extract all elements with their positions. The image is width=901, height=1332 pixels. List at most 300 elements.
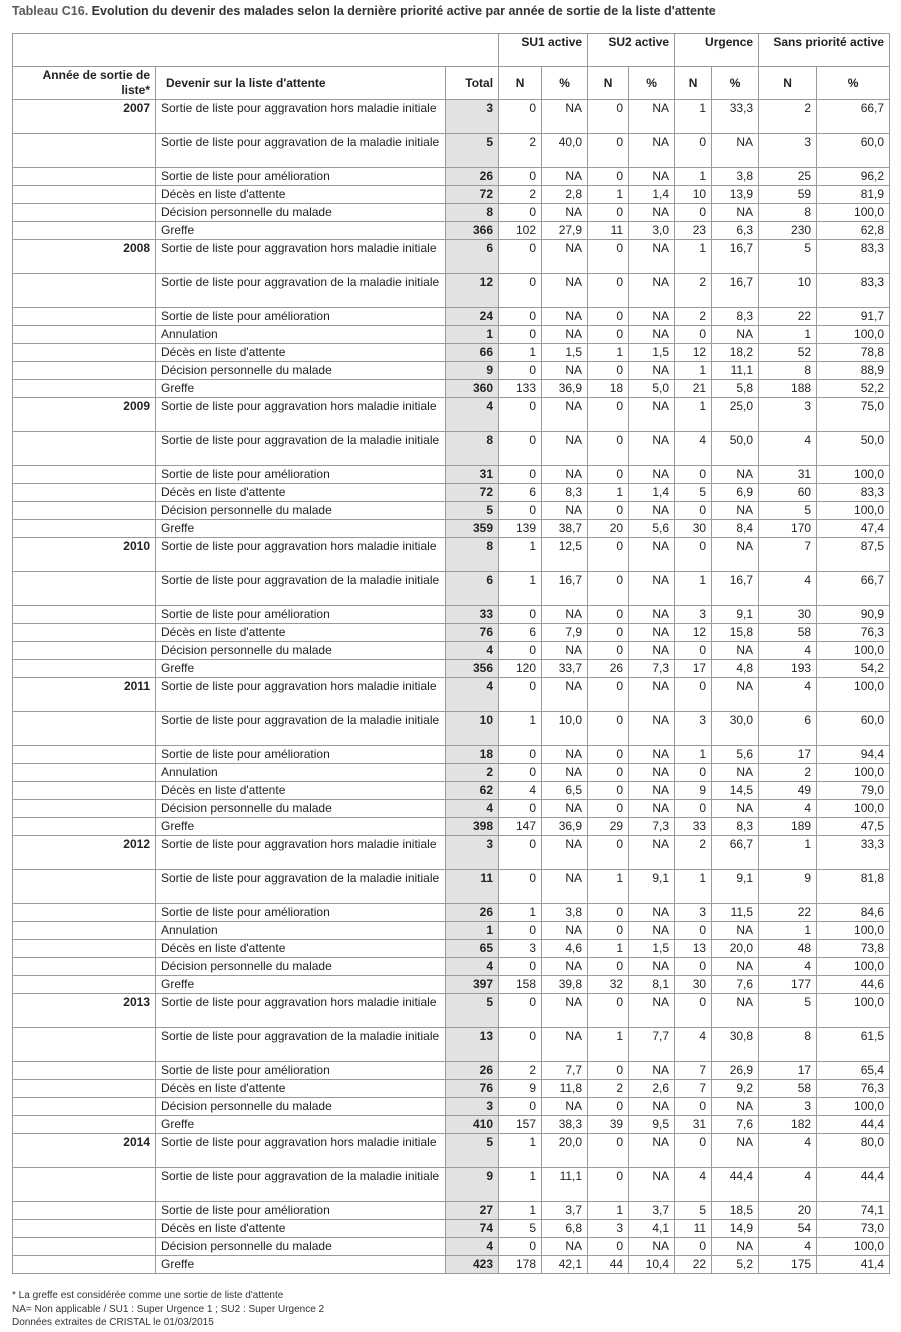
table-row xyxy=(13,870,890,904)
su1-n-cell: 0 xyxy=(499,274,542,308)
table-row xyxy=(13,274,890,308)
total-cell: 33 xyxy=(446,606,499,624)
su2-pct-cell: NA xyxy=(629,538,675,572)
total-cell: 10 xyxy=(446,712,499,746)
su2-n-cell: 0 xyxy=(588,538,629,572)
sans-n-cell: 6 xyxy=(759,712,817,746)
urgence-pct-cell: 14,9 xyxy=(712,1220,759,1238)
su2-pct-cell: NA xyxy=(629,240,675,274)
total-cell: 397 xyxy=(446,976,499,994)
total-cell: 27 xyxy=(446,1202,499,1220)
urgence-pct-cell: 6,3 xyxy=(712,222,759,240)
su1-pct-cell: 36,9 xyxy=(542,818,588,836)
year-cell xyxy=(13,274,156,308)
year-label: 2012 xyxy=(13,836,156,870)
sans-pct-cell: 94,4 xyxy=(817,746,890,764)
su1-n-cell: 0 xyxy=(499,746,542,764)
sans-pct-cell: 100,0 xyxy=(817,764,890,782)
su1-n-cell: 3 xyxy=(499,940,542,958)
year-cell xyxy=(13,1256,156,1274)
year-cell xyxy=(13,904,156,922)
header-su1-n: N xyxy=(499,67,542,100)
sans-n-cell: 3 xyxy=(759,398,817,432)
table-row xyxy=(13,1098,890,1116)
su1-pct-cell: 10,0 xyxy=(542,712,588,746)
urgence-pct-cell: NA xyxy=(712,642,759,660)
urgence-n-cell: 0 xyxy=(675,134,712,168)
devenir-cell: Sortie de liste pour amélioration xyxy=(156,466,446,484)
table-row xyxy=(13,1202,890,1220)
urgence-n-cell: 30 xyxy=(675,520,712,538)
year-cell xyxy=(13,520,156,538)
su2-pct-cell: NA xyxy=(629,624,675,642)
total-cell: 359 xyxy=(446,520,499,538)
su1-pct-cell: NA xyxy=(542,994,588,1028)
su2-pct-cell: 3,7 xyxy=(629,1202,675,1220)
urgence-pct-cell: 13,9 xyxy=(712,186,759,204)
sans-pct-cell: 88,9 xyxy=(817,362,890,380)
su1-pct-cell: NA xyxy=(542,764,588,782)
devenir-cell: Sortie de liste pour aggravation de la maladie initiale xyxy=(156,572,446,606)
year-cell xyxy=(13,976,156,994)
sans-pct-cell: 74,1 xyxy=(817,1202,890,1220)
sans-pct-cell: 60,0 xyxy=(817,712,890,746)
year-cell xyxy=(13,624,156,642)
su1-pct-cell: NA xyxy=(542,800,588,818)
urgence-pct-cell: 11,5 xyxy=(712,904,759,922)
sans-pct-cell: 66,7 xyxy=(817,572,890,606)
sans-pct-cell: 100,0 xyxy=(817,994,890,1028)
table-row xyxy=(13,398,890,432)
su2-n-cell: 1 xyxy=(588,870,629,904)
su1-pct-cell: NA xyxy=(542,466,588,484)
sans-pct-cell: 91,7 xyxy=(817,308,890,326)
su2-pct-cell: NA xyxy=(629,168,675,186)
total-cell: 62 xyxy=(446,782,499,800)
su1-n-cell: 178 xyxy=(499,1256,542,1274)
su1-n-cell: 0 xyxy=(499,642,542,660)
urgence-pct-cell: NA xyxy=(712,466,759,484)
su2-pct-cell: NA xyxy=(629,1168,675,1202)
devenir-cell: Sortie de liste pour aggravation de la maladie initiale xyxy=(156,1028,446,1062)
su2-pct-cell: NA xyxy=(629,800,675,818)
su1-pct-cell: NA xyxy=(542,642,588,660)
su1-n-cell: 0 xyxy=(499,958,542,976)
sans-pct-cell: 83,3 xyxy=(817,484,890,502)
urgence-pct-cell: 6,9 xyxy=(712,484,759,502)
su1-n-cell: 2 xyxy=(499,134,542,168)
total-cell: 72 xyxy=(446,186,499,204)
su2-pct-cell: NA xyxy=(629,642,675,660)
su2-n-cell: 0 xyxy=(588,904,629,922)
urgence-pct-cell: 66,7 xyxy=(712,836,759,870)
su2-n-cell: 0 xyxy=(588,994,629,1028)
year-cell xyxy=(13,958,156,976)
devenir-cell: Sortie de liste pour amélioration xyxy=(156,606,446,624)
footnotes xyxy=(12,1289,324,1330)
su2-pct-cell: NA xyxy=(629,398,675,432)
sans-pct-cell: 62,8 xyxy=(817,222,890,240)
sans-n-cell: 22 xyxy=(759,308,817,326)
urgence-n-cell: 1 xyxy=(675,746,712,764)
urgence-pct-cell: NA xyxy=(712,994,759,1028)
table-row xyxy=(13,502,890,520)
sans-n-cell: 58 xyxy=(759,624,817,642)
sans-pct-cell: 83,3 xyxy=(817,240,890,274)
urgence-pct-cell: 3,8 xyxy=(712,168,759,186)
su2-pct-cell: NA xyxy=(629,362,675,380)
urgence-pct-cell: NA xyxy=(712,1098,759,1116)
devenir-cell: Sortie de liste pour amélioration xyxy=(156,746,446,764)
year-cell xyxy=(13,1080,156,1098)
table-row xyxy=(13,746,890,764)
sans-pct-cell: 66,7 xyxy=(817,100,890,134)
total-cell: 26 xyxy=(446,904,499,922)
devenir-cell: Sortie de liste pour aggravation hors maladie initiale xyxy=(156,538,446,572)
sans-n-cell: 5 xyxy=(759,994,817,1028)
year-cell xyxy=(13,1116,156,1134)
su2-n-cell: 0 xyxy=(588,308,629,326)
sans-n-cell: 189 xyxy=(759,818,817,836)
urgence-n-cell: 0 xyxy=(675,764,712,782)
sans-pct-cell: 90,9 xyxy=(817,606,890,624)
sans-pct-cell: 100,0 xyxy=(817,642,890,660)
sans-pct-cell: 76,3 xyxy=(817,1080,890,1098)
su1-pct-cell: 4,6 xyxy=(542,940,588,958)
urgence-pct-cell: 5,6 xyxy=(712,746,759,764)
header-total: Total xyxy=(446,67,499,100)
sans-pct-cell: 100,0 xyxy=(817,958,890,976)
table-row xyxy=(13,818,890,836)
su1-pct-cell: 27,9 xyxy=(542,222,588,240)
su2-n-cell: 0 xyxy=(588,1062,629,1080)
urgence-n-cell: 9 xyxy=(675,782,712,800)
year-cell xyxy=(13,134,156,168)
header-urgence: Urgence xyxy=(675,34,759,67)
sans-pct-cell: 81,8 xyxy=(817,870,890,904)
urgence-n-cell: 0 xyxy=(675,678,712,712)
urgence-pct-cell: NA xyxy=(712,1134,759,1168)
year-cell xyxy=(13,1062,156,1080)
total-cell: 76 xyxy=(446,624,499,642)
su2-pct-cell: NA xyxy=(629,904,675,922)
year-label: 2014 xyxy=(13,1134,156,1168)
devenir-cell: Greffe xyxy=(156,660,446,678)
su1-pct-cell: NA xyxy=(542,870,588,904)
sans-n-cell: 25 xyxy=(759,168,817,186)
sans-n-cell: 1 xyxy=(759,836,817,870)
su2-pct-cell: 1,5 xyxy=(629,940,675,958)
su1-pct-cell: 7,9 xyxy=(542,624,588,642)
su2-n-cell: 0 xyxy=(588,606,629,624)
su1-pct-cell: 3,7 xyxy=(542,1202,588,1220)
header-su1-pct: % xyxy=(542,67,588,100)
year-cell xyxy=(13,466,156,484)
devenir-cell: Greffe xyxy=(156,222,446,240)
su1-n-cell: 9 xyxy=(499,1080,542,1098)
urgence-pct-cell: NA xyxy=(712,800,759,818)
su2-pct-cell: NA xyxy=(629,100,675,134)
table-row xyxy=(13,1134,890,1168)
total-cell: 3 xyxy=(446,836,499,870)
total-cell: 4 xyxy=(446,958,499,976)
devenir-cell: Décès en liste d'attente xyxy=(156,344,446,362)
devenir-cell: Décès en liste d'attente xyxy=(156,624,446,642)
header-annee: Année de sortie de liste* xyxy=(13,67,156,100)
su1-pct-cell: 40,0 xyxy=(542,134,588,168)
sans-n-cell: 9 xyxy=(759,870,817,904)
urgence-pct-cell: 18,2 xyxy=(712,344,759,362)
total-cell: 76 xyxy=(446,1080,499,1098)
su2-n-cell: 0 xyxy=(588,746,629,764)
devenir-cell: Sortie de liste pour amélioration xyxy=(156,308,446,326)
footnote-source: Données extraites de CRISTAL le 01/03/2015 xyxy=(12,1317,214,1328)
table-row xyxy=(13,958,890,976)
urgence-n-cell: 7 xyxy=(675,1062,712,1080)
urgence-n-cell: 0 xyxy=(675,466,712,484)
su2-n-cell: 0 xyxy=(588,678,629,712)
total-cell: 5 xyxy=(446,502,499,520)
header-row-groups xyxy=(13,34,890,67)
su1-n-cell: 120 xyxy=(499,660,542,678)
su2-n-cell: 0 xyxy=(588,1238,629,1256)
urgence-n-cell: 4 xyxy=(675,432,712,466)
total-cell: 4 xyxy=(446,678,499,712)
su1-pct-cell: NA xyxy=(542,1028,588,1062)
su2-n-cell: 39 xyxy=(588,1116,629,1134)
devenir-cell: Greffe xyxy=(156,976,446,994)
total-cell: 4 xyxy=(446,1238,499,1256)
table-row xyxy=(13,308,890,326)
sans-pct-cell: 73,0 xyxy=(817,1220,890,1238)
sans-n-cell: 8 xyxy=(759,204,817,222)
su1-pct-cell: NA xyxy=(542,100,588,134)
devenir-cell: Sortie de liste pour amélioration xyxy=(156,1062,446,1080)
urgence-pct-cell: 16,7 xyxy=(712,274,759,308)
table-row xyxy=(13,1220,890,1238)
table-row xyxy=(13,538,890,572)
sans-pct-cell: 50,0 xyxy=(817,432,890,466)
urgence-n-cell: 0 xyxy=(675,922,712,940)
su1-n-cell: 0 xyxy=(499,204,542,222)
urgence-pct-cell: NA xyxy=(712,1238,759,1256)
sans-n-cell: 1 xyxy=(759,922,817,940)
sans-pct-cell: 100,0 xyxy=(817,922,890,940)
table-row xyxy=(13,800,890,818)
su1-pct-cell: NA xyxy=(542,362,588,380)
urgence-pct-cell: 16,7 xyxy=(712,572,759,606)
su1-n-cell: 158 xyxy=(499,976,542,994)
urgence-pct-cell: 50,0 xyxy=(712,432,759,466)
table-row xyxy=(13,100,890,134)
year-cell xyxy=(13,572,156,606)
urgence-n-cell: 2 xyxy=(675,308,712,326)
urgence-n-cell: 33 xyxy=(675,818,712,836)
year-cell xyxy=(13,308,156,326)
su1-n-cell: 0 xyxy=(499,398,542,432)
urgence-pct-cell: NA xyxy=(712,764,759,782)
year-cell xyxy=(13,168,156,186)
su2-pct-cell: NA xyxy=(629,606,675,624)
sans-n-cell: 8 xyxy=(759,1028,817,1062)
sans-n-cell: 4 xyxy=(759,1168,817,1202)
table-row xyxy=(13,344,890,362)
year-cell xyxy=(13,782,156,800)
sans-pct-cell: 75,0 xyxy=(817,398,890,432)
sans-n-cell: 4 xyxy=(759,678,817,712)
su1-n-cell: 1 xyxy=(499,904,542,922)
su2-pct-cell: NA xyxy=(629,572,675,606)
total-cell: 410 xyxy=(446,1116,499,1134)
su1-n-cell: 0 xyxy=(499,836,542,870)
sans-pct-cell: 100,0 xyxy=(817,1238,890,1256)
su1-n-cell: 6 xyxy=(499,484,542,502)
table-row xyxy=(13,362,890,380)
su2-pct-cell: 9,5 xyxy=(629,1116,675,1134)
table-row xyxy=(13,572,890,606)
table-row xyxy=(13,240,890,274)
sans-n-cell: 8 xyxy=(759,362,817,380)
header-su2: SU2 active xyxy=(588,34,675,67)
table-row xyxy=(13,712,890,746)
total-cell: 1 xyxy=(446,326,499,344)
urgence-pct-cell: NA xyxy=(712,204,759,222)
su1-pct-cell: 1,5 xyxy=(542,344,588,362)
total-cell: 18 xyxy=(446,746,499,764)
table-row xyxy=(13,1256,890,1274)
total-cell: 9 xyxy=(446,1168,499,1202)
year-cell xyxy=(13,818,156,836)
su2-pct-cell: 1,4 xyxy=(629,186,675,204)
su2-pct-cell: 7,7 xyxy=(629,1028,675,1062)
table-row xyxy=(13,520,890,538)
year-label: 2007 xyxy=(13,100,156,134)
su2-pct-cell: 3,0 xyxy=(629,222,675,240)
year-cell xyxy=(13,712,156,746)
su2-n-cell: 0 xyxy=(588,572,629,606)
su1-n-cell: 6 xyxy=(499,624,542,642)
devenir-cell: Sortie de liste pour aggravation hors maladie initiale xyxy=(156,836,446,870)
su1-pct-cell: NA xyxy=(542,326,588,344)
sans-pct-cell: 54,2 xyxy=(817,660,890,678)
urgence-pct-cell: 7,6 xyxy=(712,1116,759,1134)
su1-pct-cell: NA xyxy=(542,240,588,274)
su1-pct-cell: NA xyxy=(542,204,588,222)
su1-n-cell: 0 xyxy=(499,326,542,344)
header-urgence-n: N xyxy=(675,67,712,100)
devenir-cell: Décision personnelle du malade xyxy=(156,958,446,976)
su1-n-cell: 1 xyxy=(499,1168,542,1202)
year-cell xyxy=(13,1202,156,1220)
total-cell: 398 xyxy=(446,818,499,836)
total-cell: 13 xyxy=(446,1028,499,1062)
su1-pct-cell: NA xyxy=(542,1098,588,1116)
total-cell: 4 xyxy=(446,800,499,818)
table-row xyxy=(13,186,890,204)
devenir-cell: Décision personnelle du malade xyxy=(156,204,446,222)
su2-pct-cell: NA xyxy=(629,678,675,712)
total-cell: 360 xyxy=(446,380,499,398)
table-row xyxy=(13,976,890,994)
su1-n-cell: 1 xyxy=(499,1134,542,1168)
header-sans-priorite: Sans priorité active xyxy=(759,34,890,67)
urgence-pct-cell: 8,3 xyxy=(712,308,759,326)
su1-n-cell: 0 xyxy=(499,800,542,818)
year-cell xyxy=(13,380,156,398)
sans-pct-cell: 47,4 xyxy=(817,520,890,538)
year-cell xyxy=(13,502,156,520)
devenir-cell: Sortie de liste pour aggravation de la maladie initiale xyxy=(156,432,446,466)
urgence-pct-cell: 8,4 xyxy=(712,520,759,538)
sans-pct-cell: 100,0 xyxy=(817,800,890,818)
su2-pct-cell: NA xyxy=(629,764,675,782)
sans-n-cell: 3 xyxy=(759,134,817,168)
sans-n-cell: 177 xyxy=(759,976,817,994)
year-label: 2013 xyxy=(13,994,156,1028)
su1-n-cell: 0 xyxy=(499,1098,542,1116)
su2-pct-cell: NA xyxy=(629,994,675,1028)
urgence-n-cell: 0 xyxy=(675,642,712,660)
sans-pct-cell: 100,0 xyxy=(817,502,890,520)
su1-pct-cell: 6,8 xyxy=(542,1220,588,1238)
total-cell: 11 xyxy=(446,870,499,904)
su1-n-cell: 1 xyxy=(499,712,542,746)
table-row xyxy=(13,782,890,800)
devenir-cell: Sortie de liste pour aggravation hors maladie initiale xyxy=(156,994,446,1028)
total-cell: 5 xyxy=(446,134,499,168)
table-row xyxy=(13,326,890,344)
su2-pct-cell: NA xyxy=(629,836,675,870)
urgence-n-cell: 31 xyxy=(675,1116,712,1134)
urgence-n-cell: 0 xyxy=(675,502,712,520)
su2-pct-cell: 1,5 xyxy=(629,344,675,362)
su1-n-cell: 0 xyxy=(499,1238,542,1256)
su2-n-cell: 44 xyxy=(588,1256,629,1274)
sans-n-cell: 60 xyxy=(759,484,817,502)
su2-pct-cell: NA xyxy=(629,274,675,308)
urgence-n-cell: 21 xyxy=(675,380,712,398)
sans-pct-cell: 87,5 xyxy=(817,538,890,572)
su1-pct-cell: 33,7 xyxy=(542,660,588,678)
urgence-n-cell: 13 xyxy=(675,940,712,958)
su1-pct-cell: 12,5 xyxy=(542,538,588,572)
table-row xyxy=(13,940,890,958)
su1-n-cell: 2 xyxy=(499,186,542,204)
su2-pct-cell: NA xyxy=(629,1238,675,1256)
sans-n-cell: 3 xyxy=(759,1098,817,1116)
header-su2-pct: % xyxy=(629,67,675,100)
devenir-cell: Décès en liste d'attente xyxy=(156,1220,446,1238)
year-label: 2011 xyxy=(13,678,156,712)
su2-pct-cell: NA xyxy=(629,712,675,746)
urgence-n-cell: 2 xyxy=(675,274,712,308)
total-cell: 72 xyxy=(446,484,499,502)
total-cell: 2 xyxy=(446,764,499,782)
su2-n-cell: 0 xyxy=(588,1098,629,1116)
urgence-pct-cell: 11,1 xyxy=(712,362,759,380)
year-cell xyxy=(13,432,156,466)
devenir-cell: Décision personnelle du malade xyxy=(156,1238,446,1256)
sans-n-cell: 4 xyxy=(759,1238,817,1256)
sans-n-cell: 17 xyxy=(759,746,817,764)
devenir-cell: Greffe xyxy=(156,380,446,398)
urgence-pct-cell: 4,8 xyxy=(712,660,759,678)
urgence-pct-cell: 9,1 xyxy=(712,606,759,624)
table-row xyxy=(13,922,890,940)
su1-pct-cell: 7,7 xyxy=(542,1062,588,1080)
su2-n-cell: 1 xyxy=(588,484,629,502)
su2-n-cell: 0 xyxy=(588,1134,629,1168)
